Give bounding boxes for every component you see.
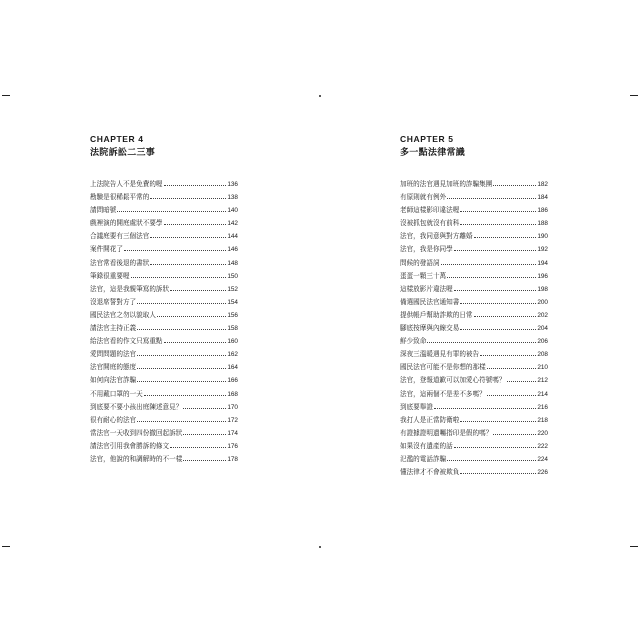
toc-entry-title: 氾濫的電話詐騙 xyxy=(400,454,447,463)
toc-entry-title: 到底要不要小孩出庭陳述意見？ xyxy=(90,402,183,411)
toc-entry-page-number: 190 xyxy=(537,233,548,241)
toc-entry-title: 問候的發語詞 xyxy=(400,258,440,267)
toc-entry-page-number: 162 xyxy=(227,351,238,359)
toc-entry xyxy=(90,335,238,348)
dot-leader xyxy=(460,473,536,474)
toc-list-right xyxy=(400,178,548,479)
toc-entry-page-number: 174 xyxy=(227,429,238,437)
dot-leader xyxy=(137,355,226,356)
dot-leader xyxy=(434,408,536,409)
dot-leader xyxy=(474,237,537,238)
dot-leader xyxy=(170,290,226,291)
toc-entry-page-number: 176 xyxy=(227,442,238,450)
toc-column-left xyxy=(90,134,238,463)
toc-entry-page-number: 186 xyxy=(537,207,548,215)
toc-entry xyxy=(400,230,548,243)
dot-leader xyxy=(447,198,536,199)
crop-mark-bottom-center xyxy=(319,546,321,548)
toc-column-right xyxy=(400,134,548,477)
crop-mark-bottom-right xyxy=(630,546,638,547)
toc-entry-page-number: 200 xyxy=(537,298,548,306)
toc-entry-page-number: 202 xyxy=(537,311,548,319)
toc-entry-title: 國民法官可能不是你想的那樣 xyxy=(400,363,486,372)
dot-leader xyxy=(447,460,536,461)
toc-entry xyxy=(400,178,548,191)
toc-entry-page-number: 146 xyxy=(227,246,238,254)
toc-entry xyxy=(400,191,548,204)
dot-leader xyxy=(441,264,537,265)
toc-entry-title: 腳底按摩與內線交易 xyxy=(400,324,460,333)
toc-entry-page-number: 160 xyxy=(227,338,238,346)
toc-entry xyxy=(400,348,548,361)
dot-leader xyxy=(183,434,226,435)
dot-leader xyxy=(137,381,226,382)
toc-entry xyxy=(90,401,238,414)
toc-entry xyxy=(90,309,238,322)
toc-entry-title: 有原則就有例外 xyxy=(400,193,447,202)
toc-entry-title: 請法官引用我會勝訴的條文 xyxy=(90,441,170,450)
toc-entry-title: 如何向法官詐騙 xyxy=(90,376,137,385)
toc-entry-title: 蛋蛋一顆三十萬 xyxy=(400,271,447,280)
toc-entry-page-number: 182 xyxy=(537,181,548,188)
toc-entry-page-number: 158 xyxy=(227,325,238,333)
toc-entry-title: 愛問問題的法官 xyxy=(90,350,137,359)
toc-entry-page-number: 152 xyxy=(227,285,238,293)
toc-entry-title: 很有耐心的法官 xyxy=(90,415,137,424)
toc-entry-page-number: 218 xyxy=(537,416,548,424)
toc-entry xyxy=(90,178,238,191)
toc-entry xyxy=(400,453,548,466)
dot-leader xyxy=(487,395,537,396)
toc-list-left xyxy=(90,178,238,466)
dot-leader xyxy=(493,434,536,435)
toc-entry xyxy=(90,257,238,270)
toc-entry xyxy=(400,361,548,374)
toc-entry-page-number: 206 xyxy=(537,338,548,346)
toc-entry xyxy=(400,283,548,296)
crop-mark-top-left xyxy=(2,95,10,96)
toc-entry-page-number: 168 xyxy=(227,390,238,398)
dot-leader xyxy=(460,329,536,330)
toc-entry xyxy=(90,217,238,230)
toc-entry-page-number: 196 xyxy=(537,272,548,280)
toc-entry-page-number: 212 xyxy=(537,377,548,385)
toc-entry xyxy=(400,374,548,387)
toc-entry-title: 我打人是正當防衛啦 xyxy=(400,415,460,424)
dot-leader xyxy=(474,316,537,317)
toc-entry-title: 懂法律才不會被欺負 xyxy=(400,468,460,477)
dot-leader xyxy=(460,421,536,422)
toc-entry-page-number: 150 xyxy=(227,272,238,280)
dot-leader xyxy=(164,342,227,343)
toc-entry xyxy=(400,296,548,309)
toc-entry xyxy=(400,217,548,230)
toc-entry-page-number: 164 xyxy=(227,364,238,372)
dot-leader xyxy=(493,185,536,186)
toc-entry-page-number: 136 xyxy=(227,181,238,188)
toc-entry xyxy=(400,322,548,335)
toc-entry-page-number: 226 xyxy=(537,469,548,477)
toc-entry-page-number: 178 xyxy=(227,455,238,463)
toc-entry xyxy=(90,191,238,204)
toc-entry-title: 法官，這兩個不是差不多嗎？ xyxy=(400,389,486,398)
dot-leader xyxy=(454,447,537,448)
dot-leader xyxy=(150,198,226,199)
toc-entry-page-number: 214 xyxy=(537,390,548,398)
dot-leader xyxy=(183,460,226,461)
chapter-title: 多一點法律常識 xyxy=(400,148,466,158)
toc-entry-page-number: 210 xyxy=(537,364,548,372)
toc-entry xyxy=(400,243,548,256)
toc-entry-title: 沒退席誓對方了 xyxy=(90,297,137,306)
toc-entry-page-number: 188 xyxy=(537,220,548,228)
toc-entry xyxy=(400,414,548,427)
toc-entry-page-number: 220 xyxy=(537,429,548,437)
toc-entry xyxy=(400,401,548,414)
toc-entry-title: 這樣放影片違法喔 xyxy=(400,284,453,293)
dot-leader xyxy=(117,211,226,212)
toc-entry-page-number: 204 xyxy=(537,325,548,333)
toc-entry-page-number: 222 xyxy=(537,442,548,450)
toc-entry xyxy=(90,348,238,361)
toc-entry-page-number: 138 xyxy=(227,194,238,202)
dot-leader xyxy=(137,329,226,330)
toc-entry xyxy=(400,204,548,217)
toc-entry-page-number: 216 xyxy=(537,403,548,411)
toc-entry xyxy=(400,388,548,401)
toc-entry-title: 請問暗號 xyxy=(90,206,117,215)
toc-entry-title: 深夜三溫暖遇見有罪的被告 xyxy=(400,350,480,359)
chapter-label: CHAPTER 5 xyxy=(400,134,454,144)
toc-entry-page-number: 184 xyxy=(537,194,548,202)
toc-entry-title: 法官開庭的態度 xyxy=(90,363,137,372)
dot-leader xyxy=(150,264,226,265)
toc-entry xyxy=(400,270,548,283)
dot-leader xyxy=(137,421,226,422)
dot-leader xyxy=(170,447,226,448)
toc-entry-title: 鮮少致命 xyxy=(400,337,427,346)
dot-leader xyxy=(137,368,226,369)
toc-entry-page-number: 208 xyxy=(537,351,548,359)
toc-entry xyxy=(90,204,238,217)
toc-entry-page-number: 144 xyxy=(227,233,238,241)
toc-entry xyxy=(90,427,238,440)
dot-leader xyxy=(164,185,227,186)
toc-entry-page-number: 154 xyxy=(227,298,238,306)
toc-entry-page-number: 194 xyxy=(537,259,548,267)
dot-leader xyxy=(144,395,227,396)
toc-entry-page-number: 172 xyxy=(227,416,238,424)
dot-leader xyxy=(487,368,537,369)
toc-entry xyxy=(90,243,238,256)
dot-leader xyxy=(460,211,536,212)
toc-entry-page-number: 140 xyxy=(227,207,238,215)
toc-entry xyxy=(90,414,238,427)
toc-entry-title: 不用戴口罩的一天 xyxy=(90,389,143,398)
toc-entry-title: 法官，我是你同學 xyxy=(400,245,453,254)
toc-entry xyxy=(90,322,238,335)
toc-entry-page-number: 166 xyxy=(227,377,238,385)
dot-leader xyxy=(480,355,536,356)
toc-entry-title: 法官，登報道歉可以加愛心符號嗎？ xyxy=(400,376,506,385)
toc-entry-title: 當法官一天收到四份撤回起訴狀 xyxy=(90,428,183,437)
toc-entry xyxy=(90,388,238,401)
dot-leader xyxy=(164,224,227,225)
toc-entry-title: 到底要舉證 xyxy=(400,402,433,411)
toc-entry xyxy=(400,309,548,322)
toc-entry-page-number: 198 xyxy=(537,285,548,293)
dot-leader xyxy=(454,250,537,251)
dot-leader xyxy=(131,277,227,278)
toc-entry-title: 法官，他說的和調解時的不一樣 xyxy=(90,454,183,463)
toc-entry-page-number: 148 xyxy=(227,259,238,267)
toc-entry xyxy=(90,270,238,283)
toc-entry-title: 備選國民法官通知書 xyxy=(400,297,460,306)
toc-entry-title: 筆錄很重要喔 xyxy=(90,271,130,280)
toc-entry xyxy=(400,427,548,440)
toc-entry-title: 沒被抓包就沒有前科 xyxy=(400,219,460,228)
toc-entry-title: 戲裡演的開庭處狀不要學 xyxy=(90,219,163,228)
chapter-label: CHAPTER 4 xyxy=(90,134,144,144)
toc-entry-title: 有證據證明遺囑指印是假的嗎？ xyxy=(400,428,493,437)
toc-entry xyxy=(90,361,238,374)
toc-entry-title: 如果沒有遺產的話 xyxy=(400,441,453,450)
dot-leader xyxy=(507,381,537,382)
toc-entry xyxy=(90,296,238,309)
toc-entry-title: 法官，這是我親筆寫的訴狀 xyxy=(90,284,170,293)
dot-leader xyxy=(427,342,536,343)
dot-leader xyxy=(124,250,226,251)
toc-entry xyxy=(400,335,548,348)
toc-entry-title: 案件開花了 xyxy=(90,245,123,254)
toc-entry xyxy=(400,440,548,453)
dot-leader xyxy=(460,303,536,304)
toc-entry xyxy=(400,466,548,479)
chapter-title: 法院訴訟二三事 xyxy=(90,148,156,158)
toc-entry-title: 法官，我同意與對方離婚 xyxy=(400,232,473,241)
toc-entry xyxy=(90,440,238,453)
dot-leader xyxy=(454,290,537,291)
toc-entry-title: 老師這樣影印違法喔 xyxy=(400,206,460,215)
toc-entry-page-number: 224 xyxy=(537,455,548,463)
crop-mark-top-center xyxy=(319,95,321,97)
toc-entry xyxy=(90,453,238,466)
toc-entry-title: 上法院告人不是免費的喔 xyxy=(90,180,163,188)
toc-entry-page-number: 142 xyxy=(227,220,238,228)
toc-entry xyxy=(400,257,548,270)
toc-entry-title: 請法官主持正義 xyxy=(90,324,137,333)
crop-mark-bottom-left xyxy=(2,546,10,547)
crop-mark-top-right xyxy=(630,95,638,96)
toc-entry xyxy=(90,283,238,296)
toc-entry-title: 合議庭要有三個法官 xyxy=(90,232,150,241)
dot-leader xyxy=(137,303,226,304)
dot-leader xyxy=(150,237,226,238)
toc-entry xyxy=(90,230,238,243)
dot-leader xyxy=(447,277,536,278)
toc-entry-title: 勘驗是很稀鬆平常的 xyxy=(90,193,150,202)
toc-entry-title: 加班的法官遇見加班的詐騙集團 xyxy=(400,180,493,188)
toc-entry-title: 給法官看的作文只寫重點 xyxy=(90,337,163,346)
toc-entry-page-number: 170 xyxy=(227,403,238,411)
dot-leader xyxy=(157,316,226,317)
toc-entry-page-number: 192 xyxy=(537,246,548,254)
toc-entry-title: 提供帳戶幫助詐欺的日常 xyxy=(400,310,473,319)
toc-entry xyxy=(90,374,238,387)
dot-leader xyxy=(460,224,536,225)
toc-entry-page-number: 156 xyxy=(227,311,238,319)
toc-entry-title: 國民法官之勿以貌取人 xyxy=(90,310,156,319)
toc-entry-title: 法官常看後退的書狀 xyxy=(90,258,150,267)
dot-leader xyxy=(183,408,226,409)
